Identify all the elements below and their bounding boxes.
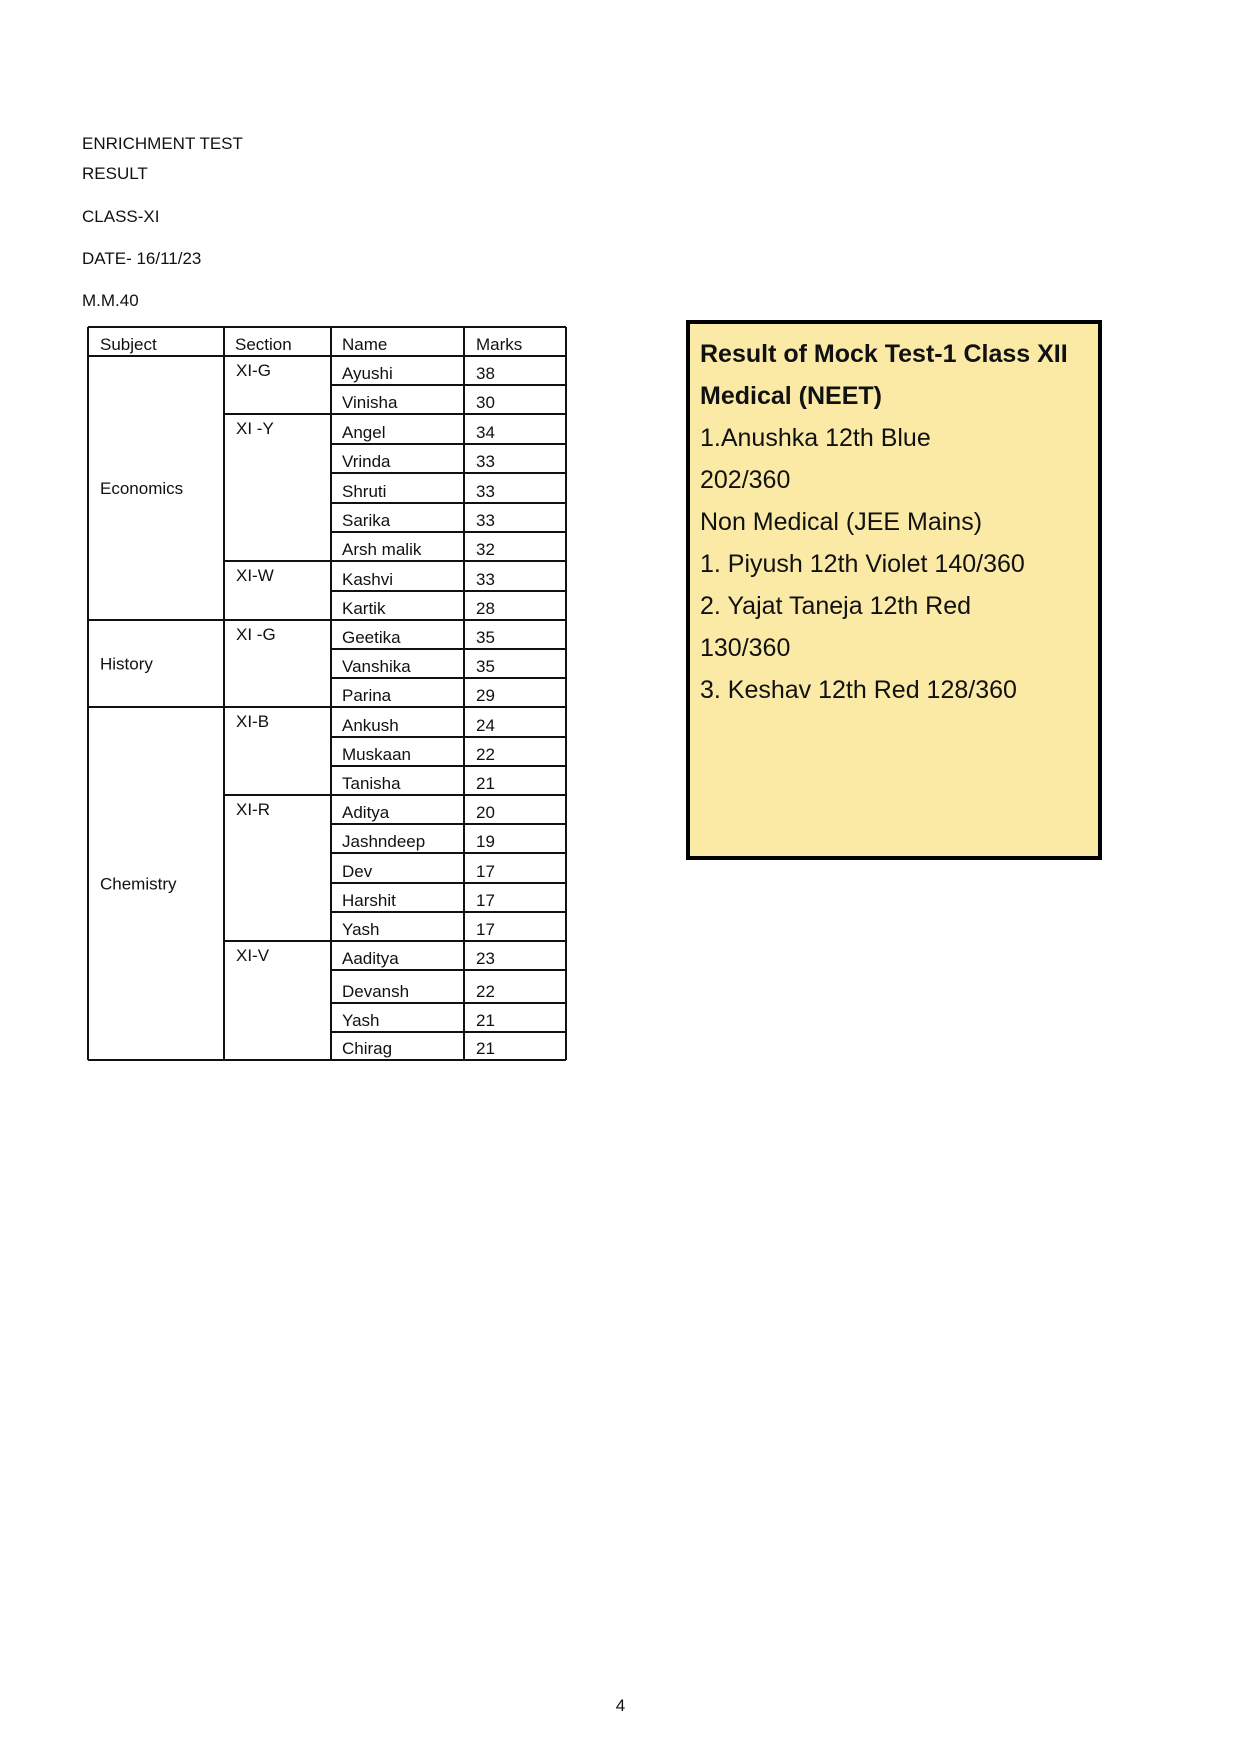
student-name: Yash xyxy=(342,920,380,939)
mock-test-line: Non Medical (JEE Mains) xyxy=(700,508,983,536)
student-marks: 29 xyxy=(476,686,495,705)
table-header-cell: Marks xyxy=(476,335,523,354)
student-name: Ayushi xyxy=(342,364,393,383)
section-label: XI -Y xyxy=(236,419,274,438)
mock-test-line: 1. Piyush 12th Violet 140/360 xyxy=(700,550,1025,578)
student-marks: 17 xyxy=(476,920,495,939)
date-label: DATE- 16/11/23 xyxy=(82,249,202,268)
student-name: Geetika xyxy=(342,628,401,647)
mock-test-line: 3. Keshav 12th Red 128/360 xyxy=(700,676,1017,704)
student-name: Dev xyxy=(342,862,373,881)
table-header-cell: Subject xyxy=(100,335,157,354)
student-marks: 19 xyxy=(476,832,495,851)
student-name: Vrinda xyxy=(342,452,391,471)
mock-test-line: 2. Yajat Taneja 12th Red xyxy=(700,592,972,620)
section-label: XI-R xyxy=(236,800,270,819)
student-marks: 32 xyxy=(476,540,495,559)
student-marks: 21 xyxy=(476,1011,495,1030)
table-header-cell: Section xyxy=(235,335,292,354)
page-number: 4 xyxy=(615,1696,626,1715)
section-label: XI-G xyxy=(236,361,271,380)
student-marks: 35 xyxy=(476,657,495,676)
student-marks: 33 xyxy=(476,511,495,530)
student-name: Angel xyxy=(342,423,386,442)
student-name: Sarika xyxy=(342,511,391,530)
student-marks: 30 xyxy=(476,393,495,412)
student-marks: 38 xyxy=(476,364,495,383)
section-label: XI -G xyxy=(236,625,276,644)
student-marks: 21 xyxy=(476,1039,495,1058)
mock-test-line: 1.Anushka 12th Blue xyxy=(700,424,931,452)
student-name: Yash xyxy=(342,1011,380,1030)
subject-label: Chemistry xyxy=(100,874,177,894)
student-name: Tanisha xyxy=(342,774,401,793)
student-marks: 33 xyxy=(476,482,495,501)
student-marks: 33 xyxy=(476,452,495,471)
student-marks: 22 xyxy=(476,982,495,1001)
student-marks: 21 xyxy=(476,774,495,793)
student-name: Arsh malik xyxy=(342,540,422,559)
student-name: Shruti xyxy=(342,482,387,501)
student-name: Vinisha xyxy=(342,393,398,412)
student-name: Muskaan xyxy=(342,745,411,764)
student-name: Chirag xyxy=(342,1039,393,1058)
student-name: Kartik xyxy=(342,599,386,618)
student-name: Harshit xyxy=(342,891,396,910)
student-marks: 24 xyxy=(476,716,495,735)
section-label: XI-W xyxy=(236,566,274,585)
student-marks: 22 xyxy=(476,745,495,764)
student-marks: 33 xyxy=(476,570,495,589)
table-header-cell: Name xyxy=(342,335,388,354)
student-name: Devansh xyxy=(342,982,410,1001)
student-name: Aditya xyxy=(342,803,390,822)
student-marks: 17 xyxy=(476,862,495,881)
mock-test-line: 130/360 xyxy=(700,634,791,662)
mock-test-line: 202/360 xyxy=(700,466,791,494)
class-label: CLASS-XI xyxy=(82,207,160,226)
doc-title-line1: ENRICHMENT TEST xyxy=(82,134,243,153)
subject-label: Economics xyxy=(100,479,184,498)
student-marks: 17 xyxy=(476,891,495,910)
student-name: Parina xyxy=(342,686,392,705)
subject-label: History xyxy=(100,654,153,674)
mock-test-title-line1: Result of Mock Test-1 Class XII xyxy=(700,340,1068,368)
student-marks: 34 xyxy=(476,423,495,442)
student-name: Ankush xyxy=(342,716,399,735)
student-name: Kashvi xyxy=(342,570,394,589)
max-marks-label: M.M.40 xyxy=(82,291,139,310)
student-marks: 28 xyxy=(476,599,495,618)
student-name: Jashndeep xyxy=(342,832,426,851)
doc-title-line2: RESULT xyxy=(82,164,148,183)
student-marks: 23 xyxy=(476,949,495,968)
student-marks: 35 xyxy=(476,628,495,647)
mock-test-box xyxy=(686,320,1102,860)
student-marks: 20 xyxy=(476,803,495,822)
section-label: XI-B xyxy=(236,712,270,731)
student-name: Vanshika xyxy=(342,657,411,676)
section-label: XI-V xyxy=(236,946,270,965)
mock-test-title-line2: Medical (NEET) xyxy=(700,382,882,410)
student-name: Aaditya xyxy=(342,949,399,968)
